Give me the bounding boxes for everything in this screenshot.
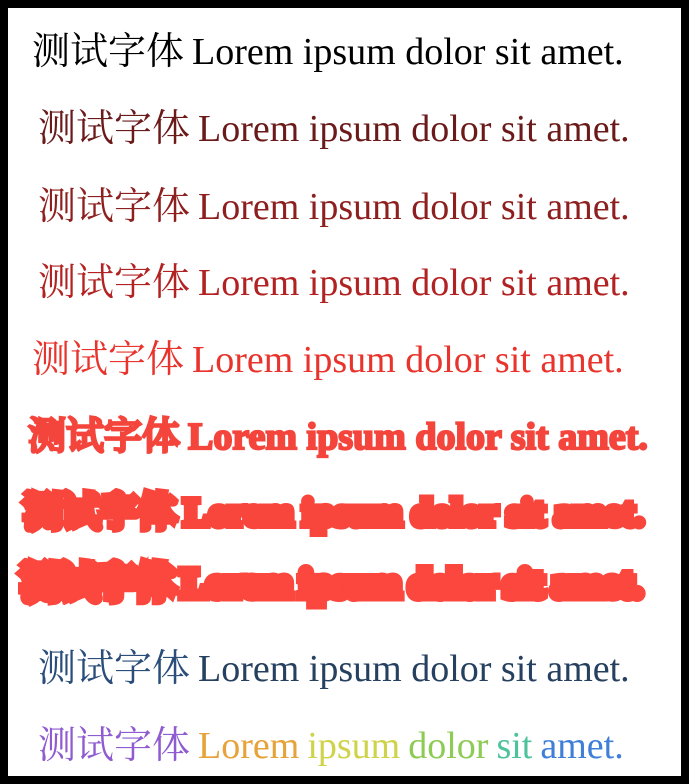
sample-latin-text: Lorem ipsum dolor sit amet. bbox=[182, 563, 642, 605]
sample-latin-word: Lorem bbox=[198, 725, 300, 767]
sample-cjk-text: 测试字体 bbox=[24, 490, 177, 534]
font-sample-row bbox=[38, 646, 681, 690]
sample-cjk-text: 测试字体 bbox=[22, 561, 175, 605]
font-sample-row bbox=[24, 490, 681, 534]
sample-latin-text: Lorem ipsum dolor sit amet. bbox=[188, 416, 648, 458]
font-sample-row bbox=[38, 260, 681, 304]
sample-latin-word: dolor bbox=[408, 725, 489, 767]
sample-latin-text: Lorem ipsum dolor sit amet. bbox=[198, 648, 630, 690]
sample-latin-text: Lorem ipsum dolor sit amet. bbox=[198, 262, 630, 304]
font-sample-row bbox=[38, 106, 681, 150]
sample-latin-word: amet. bbox=[540, 725, 624, 767]
font-sample-row bbox=[32, 337, 681, 381]
sample-cjk-text: 测试字体 bbox=[38, 723, 191, 767]
sample-cjk-text: 测试字体 bbox=[38, 260, 191, 304]
sample-latin-text: Lorem ipsum dolor sit amet. bbox=[198, 108, 630, 150]
sample-latin-word: ipsum bbox=[307, 725, 401, 767]
sample-cjk-text: 测试字体 bbox=[32, 29, 185, 73]
sample-cjk-text: 测试字体 bbox=[28, 414, 181, 458]
font-sample-row bbox=[22, 561, 681, 605]
sample-cjk-text: 测试字体 bbox=[38, 106, 191, 150]
sample-cjk-text: 测试字体 bbox=[38, 184, 191, 228]
sample-latin-text: Lorem ipsum dolor sit amet. bbox=[184, 492, 644, 534]
font-sample-canvas bbox=[8, 8, 681, 776]
font-sample-row bbox=[38, 184, 681, 228]
font-sample-row-rainbow bbox=[38, 723, 681, 767]
sample-latin-word: sit bbox=[496, 725, 533, 767]
sample-latin-text: Lorem ipsum dolor sit amet. bbox=[192, 31, 624, 73]
sample-latin-text: Lorem ipsum dolor sit amet. bbox=[198, 186, 630, 228]
sample-latin-text: Lorem ipsum dolor sit amet. bbox=[192, 339, 624, 381]
sample-cjk-text: 测试字体 bbox=[38, 646, 191, 690]
sample-cjk-text: 测试字体 bbox=[32, 337, 185, 381]
font-sample-row bbox=[28, 414, 681, 458]
font-sample-row bbox=[32, 29, 681, 73]
